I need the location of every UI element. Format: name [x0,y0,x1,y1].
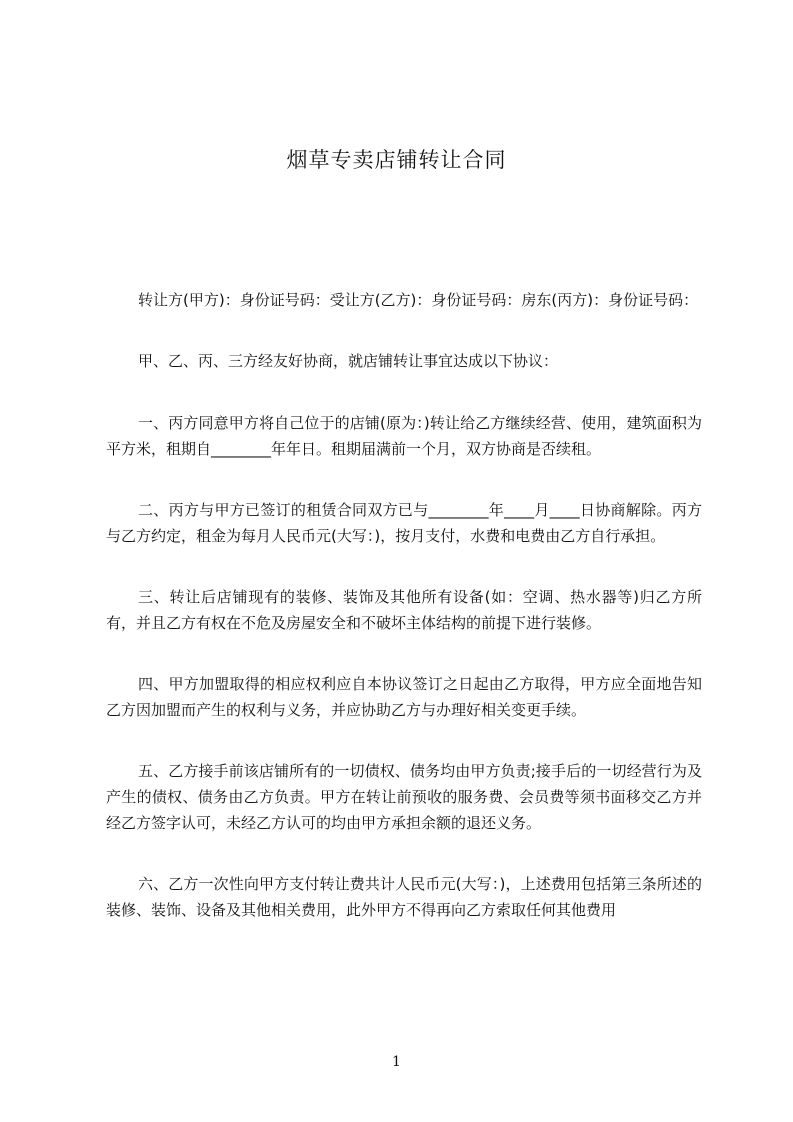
paragraph-clause-2: 二、丙方与甲方已签订的租赁合同双方已与________年____月____日协商解除。丙方与乙方约定，租金为每月人民币元(大写：)，按月支付，水费和电费由乙方自行承担。 [106,501,702,545]
document-title: 烟草专卖店铺转让合同 [286,148,507,172]
paragraph-clause-1: 一、丙方同意甲方将自己位于的店铺(原为：)转让给乙方继续经营、使用，建筑面积为平方米，租期自________年年日。租期届满前一个月，双方协商是否续租。 [106,414,702,458]
paragraph-clause-5: 五、乙方接手前该店铺所有的一切债权、债务均由甲方负责;接手后的一切经营行为及产生的债权、债务由乙方负责。甲方在转让前预收的服务费、会员费等须书面移交乙方并经乙方签字认可，未经乙方认可的均由甲方承担余额的退还义务。 [106,762,702,832]
paragraph-clause-6: 六、乙方一次性向甲方支付转让费共计人民币元(大写：)，上述费用包括第三条所述的装修、装饰、设备及其他相关费用，此外甲方不得再向乙方索取任何其他费用 [106,875,702,919]
page-number: 1 [392,1054,401,1070]
contract-body [106,287,702,958]
paragraph-agreement-intro: 甲、乙、丙、三方经友好协商，就店铺转让事宜达成以下协议： [138,352,559,370]
paragraph-parties: 转让方(甲方)：身份证号码：受让方(乙方)：身份证号码：房东(丙方)：身份证号码： [138,291,699,309]
paragraph-clause-3: 三、转让后店铺现有的装修、装饰及其他所有设备(如：空调、热水器等)归乙方所有，并且乙方有权在不危及房屋安全和不破坏主体结构的前提下进行装修。 [106,588,702,632]
paragraph-clause-4: 四、甲方加盟取得的相应权利应自本协议签订之日起由乙方取得，甲方应全面地告知乙方因加盟而产生的权利与义务，并应协助乙方与办理好相关变更手续。 [106,675,702,719]
